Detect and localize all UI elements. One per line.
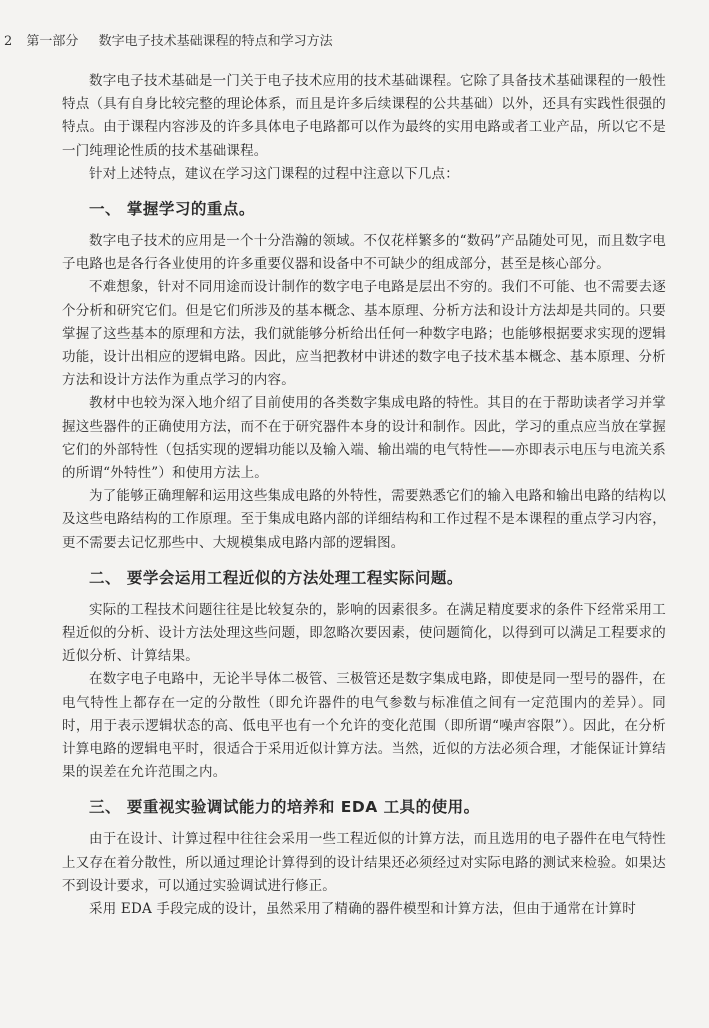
section-2-paragraph-2: 在数字电子电路中，无论半导体二极管、三极管还是数字集成电路，即使是同一型号的器件，在电气特性上都存在一定的分散性（即允许器件的电气参数与标准值之间有一定范围内的差异）。同时，用于表示逻辑状态的高、低电平也有一个允许的变化范围（即所谓“噪声容限”）。因此，在分析计算电路的逻辑电平时，很适合于采用近似计算方法。当然，近似的方法必须合理，才能保证计算结果的误差在允许范围之内。 bbox=[62, 671, 666, 781]
section-1-paragraph-3: 教材中也较为深入地介绍了目前使用的各类数字集成电路的特性。其目的在于帮助读者学习并掌握这些器件的正确使用方法，而不在于研究器件本身的设计和制作。因此，学习的重点应当放在掌握它们的外部特性（包括实现的逻辑功能以及输入端、输出端的电气特性——亦即表示电压与电流关系的所谓“外特性”）和使用方法上。 bbox=[62, 395, 666, 482]
section-1-paragraph-4: 为了能够正确理解和运用这些集成电路的外特性，需要熟悉它们的输入电路和输出电路的结构以及这些电路结构的工作原理。至于集成电路内部的详细结构和工作过程不是本课程的重点学习内容，更不需要去记忆那些中、大规模集成电路内部的逻辑图。 bbox=[62, 488, 666, 551]
section-3-paragraph-1: 由于在设计、计算过程中往往会采用一些工程近似的计算方法，而且选用的电子器件在电气特性上又存在着分散性，所以通过理论计算得到的设计结果还必须经过对实际电路的测试来检验。如果达不到设计要求，可以通过实验调试进行修正。 bbox=[62, 831, 666, 894]
section-1-heading: 一、 掌握学习的重点。 bbox=[89, 200, 255, 219]
part-label: 第一部分 bbox=[26, 34, 79, 49]
running-head bbox=[4, 30, 333, 49]
chapter-title: 数字电子技术基础课程的特点和学习方法 bbox=[98, 34, 333, 49]
page-body bbox=[62, 70, 666, 921]
intro-paragraph-1: 数字电子技术基础是一门关于电子技术应用的技术基础课程。它除了具备技术基础课程的一般性特点（具有自身比较完整的理论体系，而且是许多后续课程的公共基础）以外，还具有实践性很强的特点。由于课程内容涉及的许多具体电子电路都可以作为最终的实用电路或者工业产品，所以它不是一门纯理论性质的技术基础课程。 bbox=[62, 73, 666, 159]
section-1-paragraph-2: 不难想象，针对不同用途而设计制作的数字电子电路是层出不穷的。我们不可能、也不需要去逐个分析和研究它们。但是它们所涉及的基本概念、基本原理、分析方法和设计方法却是共同的。只要掌握了这些基本的原理和方法，我们就能够分析给出任何一种数字电路；也能够根据要求实现的逻辑功能，设计出相应的逻辑电路。因此，应当把教材中讲述的数字电子技术基本概念、基本原理、分析方法和设计方法作为重点学习的内容。 bbox=[62, 279, 666, 389]
section-3-heading: 三、 要重视实验调试能力的培养和 EDA 工具的使用。 bbox=[89, 798, 480, 817]
section-1-paragraph-1: 数字电子技术的应用是一个十分浩瀚的领域。不仅花样繁多的“数码”产品随处可见，而且数字电子电路也是各行各业使用的许多重要仪器和设备中不可缺少的组成部分，甚至是核心部分。 bbox=[62, 233, 666, 273]
section-2-paragraph-1: 实际的工程技术问题往往是比较复杂的，影响的因素很多。在满足精度要求的条件下经常采用工程近似的分析、设计方法处理这些问题，即忽略次要因素，使问题简化，以得到可以满足工程要求的近似分析、计算结果。 bbox=[62, 601, 666, 665]
section-2-heading: 二、 要学会运用工程近似的方法处理工程实际问题。 bbox=[89, 568, 463, 587]
intro-paragraph-2: 针对上述特点，建议在学习这门课程的过程中注意以下几点： bbox=[89, 165, 459, 182]
section-3-paragraph-2: 采用 EDA 手段完成的设计，虽然采用了精确的器件模型和计算方法，但由于通常在计算时 bbox=[89, 901, 636, 918]
page-number: 2 bbox=[4, 34, 13, 49]
